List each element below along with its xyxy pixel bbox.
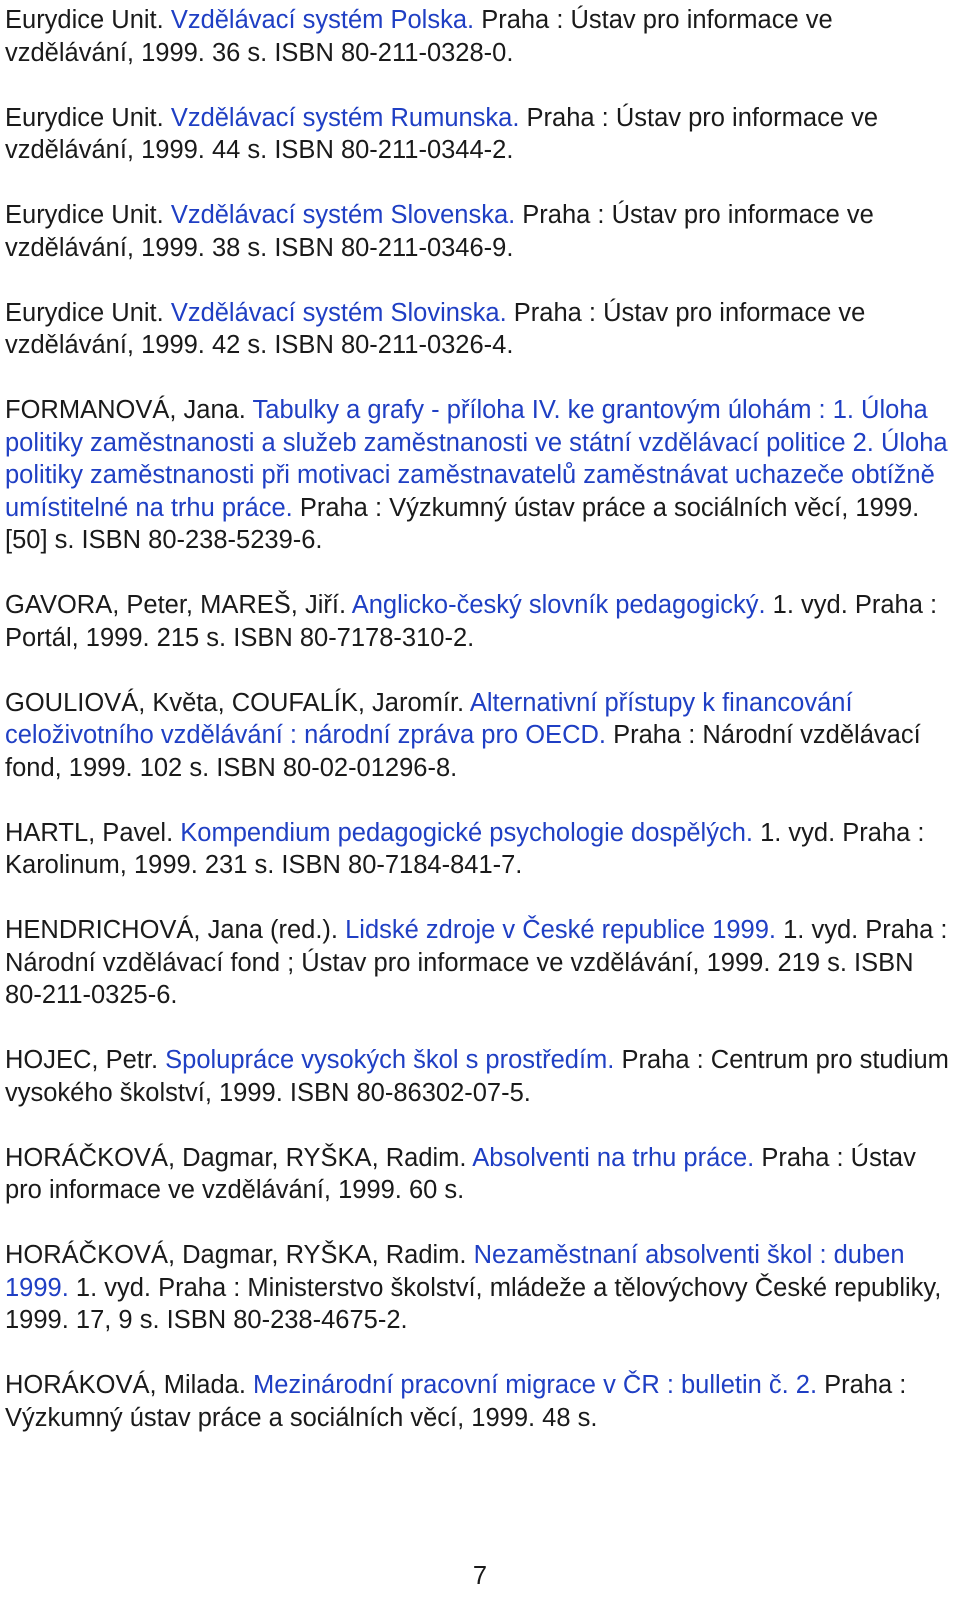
entry-publication: Praha : Ústav pro informace ve vzdělávání, 1999. 38 s. ISBN 80-211-0346-9. <box>5 201 874 262</box>
bibliography-list <box>5 4 950 1467</box>
entry-publication: Praha : Výzkumný ústav práce a sociálních věcí, 1999. 48 s. <box>5 1371 907 1432</box>
entry-title: Tabulky a grafy - příloha IV. ke grantovým úlohám : 1. Úloha politiky zaměstnanosti a služeb zaměstnanosti ve státní vzdělávací politice 2. Úloha politiky zaměstnanosti při motivaci zaměstnavatelů zaměstnávat uchazeče obtížně umístitelné na trhu práce. <box>5 396 948 522</box>
bibliography-entry <box>5 1044 950 1109</box>
entry-author: Eurydice Unit. <box>5 103 171 132</box>
entry-author: GOULIOVÁ, Květa, COUFALÍK, Jaromír. <box>5 688 470 717</box>
entry-author: Eurydice Unit. <box>5 6 171 34</box>
entry-publication: Praha : Ústav pro informace ve vzdělávání, 1999. 36 s. ISBN 80-211-0328-0. <box>5 6 833 67</box>
entry-title: Vzdělávací systém Rumunska. <box>170 103 520 132</box>
entry-publication: 1. vyd. Praha : Ministerstvo školství, mládeže a tělovýchovy České republiky, 1999. 17, 9 s. ISBN 80-238-4675-2. <box>5 1273 942 1334</box>
entry-title: Nezaměstnaní absolventi škol : duben 1999. <box>5 1241 905 1302</box>
entry-author: HORÁKOVÁ, Milada. <box>5 1371 253 1399</box>
entry-title: Mezinárodní pracovní migrace v ČR : bulletin č. 2. <box>253 1371 818 1399</box>
entry-author: FORMANOVÁ, Jana. <box>5 396 253 424</box>
entry-title: Lidské zdroje v České republice 1999. <box>345 916 777 944</box>
entry-publication: Praha : Národní vzdělávací fond, 1999. 102 s. ISBN 80-02-01296-8. <box>5 721 921 782</box>
entry-publication: Praha : Ústav pro informace ve vzdělávání, 1999. 44 s. ISBN 80-211-0344-2. <box>5 103 879 164</box>
bibliography-entry <box>5 687 950 785</box>
bibliography-entry <box>5 914 950 1012</box>
entry-title: Vzdělávací systém Polska. <box>170 6 475 34</box>
bibliography-entry <box>5 817 950 882</box>
entry-author: Eurydice Unit. <box>5 201 171 229</box>
bibliography-entry <box>5 1239 950 1337</box>
entry-publication: 1. vyd. Praha : Portál, 1999. 215 s. ISBN 80-7178-310-2. <box>5 591 938 652</box>
entry-title: Vzdělávací systém Slovenska. <box>170 201 516 229</box>
entry-publication: Praha : Výzkumný ústav práce a sociálních věcí, 1999. [50] s. ISBN 80-238-5239-6. <box>5 493 920 554</box>
entry-title: Alternativní přístupy k financování celoživotního vzdělávání : národní zpráva pro OECD. <box>5 688 853 749</box>
page-number: 7 <box>472 1562 488 1590</box>
bibliography-entry <box>5 4 950 69</box>
entry-title: Spolupráce vysokých škol s prostředím. <box>165 1046 615 1074</box>
entry-author: HOJEC, Petr. <box>5 1046 166 1074</box>
entry-publication: Praha : Centrum pro studium vysokého školství, 1999. ISBN 80-86302-07-5. <box>5 1046 949 1107</box>
entry-publication: Praha : Ústav pro informace ve vzdělávání, 1999. 60 s. <box>5 1143 916 1204</box>
entry-publication: 1. vyd. Praha : Národní vzdělávací fond ; Ústav pro informace ve vzdělávání, 1999. 219 s. ISBN 80-211-0325-6. <box>5 916 948 1009</box>
entry-author: HORÁČKOVÁ, Dagmar, RYŠKA, Radim. <box>5 1241 474 1269</box>
entry-author: HENDRICHOVÁ, Jana (red.). <box>5 916 346 944</box>
bibliography-entry <box>5 199 950 264</box>
entry-title: Anglicko-český slovník pedagogický. <box>351 591 766 619</box>
entry-title: Absolventi na trhu práce. <box>472 1143 755 1172</box>
bibliography-entry <box>5 394 950 557</box>
bibliography-entry <box>5 1142 950 1207</box>
bibliography-entry <box>5 297 950 362</box>
entry-title: Vzdělávací systém Slovinska. <box>170 298 507 327</box>
entry-author: HARTL, Pavel. <box>5 818 181 847</box>
entry-author: GAVORA, Peter, MAREŠ, Jiří. <box>5 591 352 619</box>
entry-publication: 1. vyd. Praha : Karolinum, 1999. 231 s. ISBN 80-7184-841-7. <box>5 818 925 879</box>
bibliography-entry <box>5 1369 950 1434</box>
entry-author: HORÁČKOVÁ, Dagmar, RYŠKA, Radim. <box>5 1143 473 1172</box>
bibliography-entry <box>5 102 950 167</box>
bibliography-entry <box>5 589 950 654</box>
entry-publication: Praha : Ústav pro informace ve vzdělávání, 1999. 42 s. ISBN 80-211-0326-4. <box>5 298 866 359</box>
entry-title: Kompendium pedagogické psychologie dospělých. <box>180 818 753 847</box>
entry-author: Eurydice Unit. <box>5 298 171 327</box>
